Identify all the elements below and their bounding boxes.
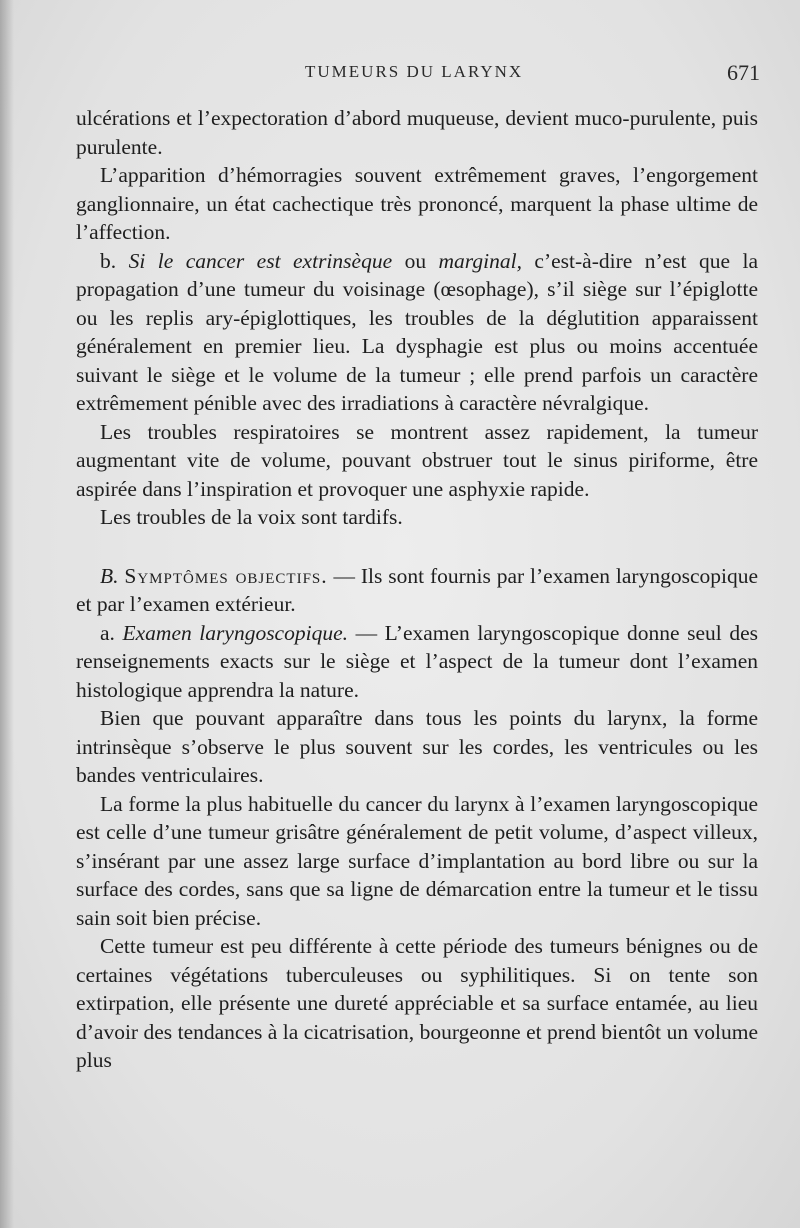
paragraph-5: Les troubles de la voix sont tardifs. <box>100 505 403 529</box>
section-marker-B: B. <box>100 563 119 588</box>
page-number: 671 <box>727 60 760 85</box>
italic-heading-examen: Examen laryngoscopique. <box>122 620 348 645</box>
connector-text: ou <box>392 248 439 273</box>
page-edge-shadow <box>0 0 14 1228</box>
body-text <box>76 104 758 1075</box>
italic-phrase-extrinseque: Si le cancer est extrinsèque <box>128 248 393 273</box>
paragraph-1: ulcérations et l’expectoration d’abord muqueuse, devient muco-purulente, puis purulente. <box>76 106 758 159</box>
paragraph-3 <box>76 247 758 418</box>
paragraph-7 <box>76 619 758 705</box>
paragraph-7-text: — L’examen laryngoscopique donne seul des renseignements exacts sur le siège et l’aspect de la tumeur dont l’examen histologique apprendra la nature. <box>76 620 759 702</box>
section-marker-b: b. <box>100 248 117 273</box>
section-marker-a: a. <box>100 620 115 645</box>
running-title: TUMEURS DU LARYNX <box>305 62 524 81</box>
section-heading-symptomes: Symptômes objectifs. <box>124 563 328 588</box>
paragraph-10: Cette tumeur est peu différente à cette période des tumeurs bénignes ou de certaines végétations tuberculeuses ou syphilitiques. Si on tente son extirpation, elle présente une dureté appréciable et sa surface entamée, au lieu d’avoir des tendances à la cicatrisation, bourgeonne et prend bientôt un volume plus <box>76 934 758 1072</box>
paragraph-8: Bien que pouvant apparaître dans tous les points du larynx, la forme intrinsèque s’observe le plus souvent sur les cordes, les ventricules ou les bandes ventriculaires. <box>76 706 758 787</box>
paragraph-6 <box>76 562 758 619</box>
italic-phrase-marginal: marginal, <box>438 248 522 273</box>
paragraph-9: La forme la plus habituelle du cancer du larynx à l’examen laryngoscopique est celle d’une tumeur grisâtre généralement de petit volume, d’aspect villeux, s’insérant par une assez large surface d’implantation au bord libre ou sur la surface des cordes, sans que sa ligne de démarcation entre la tumeur et le tissu sain soit bien précise. <box>76 791 758 930</box>
page-header <box>0 60 800 90</box>
paragraph-4: Les troubles respiratoires se montrent assez rapidement, la tumeur augmentant vite de volume, pouvant obstruer tout le sinus piriforme, être aspirée dans l’inspiration et provoquer une asphyxie rapide. <box>76 419 758 501</box>
paragraph-6-text: — Ils sont fournis par l’examen laryngoscopique et par l’examen extérieur. <box>76 563 759 616</box>
paragraph-2: L’apparition d’hémorragies souvent extrêmement graves, l’engorgement ganglionnaire, un état cachectique très prononcé, marquent la phase ultime de l’affection. <box>76 163 758 244</box>
paragraph-3-text: c’est-à-dire n’est que la propagation d’une tumeur du voisinage (œsophage), s’il siège sur l’épiglotte ou les replis ary-épiglottiques, les troubles de la déglutition apparaissent généralement en premier lieu. La dysphagie est plus ou moins accentuée suivant le siège et le volume de la tumeur ; elle prend parfois un caractère extrêmement pénible avec des irradiations à caractère névralgique. <box>76 248 758 415</box>
